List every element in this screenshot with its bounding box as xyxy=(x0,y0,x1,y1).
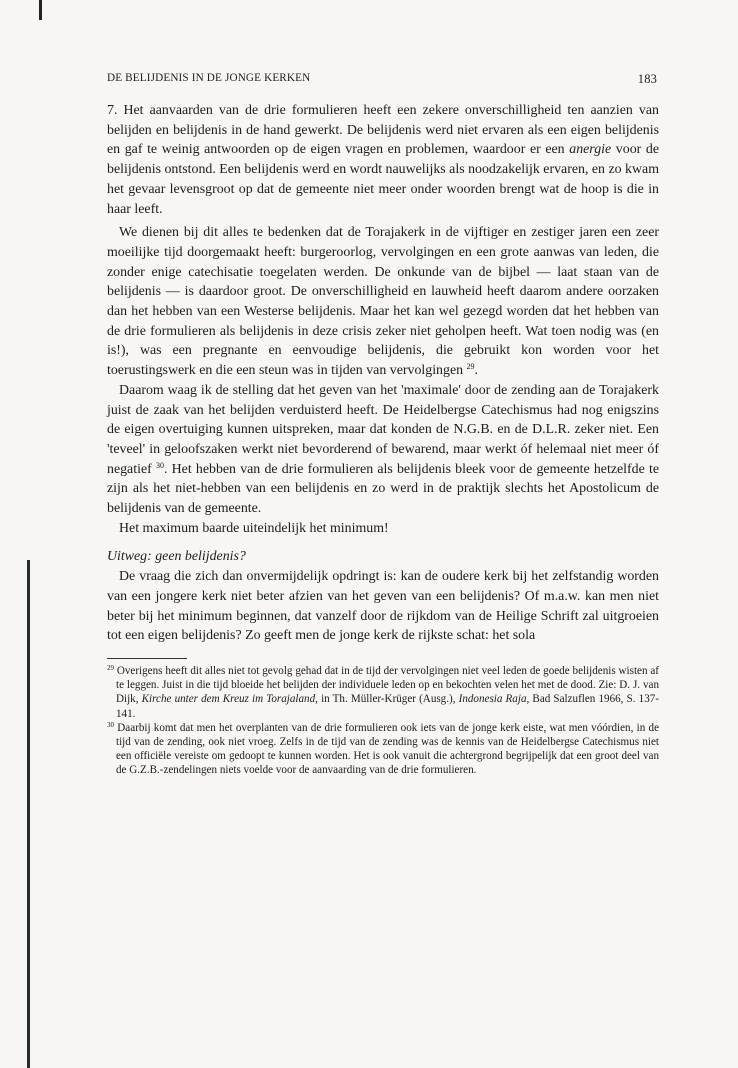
footnote-30 xyxy=(107,721,659,778)
paragraph-text: Daarom waag ik de stelling dat het geven van het 'maximale' door de zending aan de Torajakerk juist de zaak van het belijden verduisterd heeft. De Heidelbergse Catechismus had nog enigszins de eigen overtuiging kunnen uitspreken, maar dat konden de N.G.B. en de D.L.R. zeker niet. Een 'teveel' in geloofszaken werkt niet bevorderend of bewarend, maar werkt óf helemaal niet meer óf negatief xyxy=(107,382,659,477)
footnote-ref-29[interactable]: 29 xyxy=(466,362,475,372)
section-heading: Uitweg: geen belijdenis? xyxy=(107,549,246,565)
footnote-text: Overigens heeft dit alles niet tot gevolg gehad dat in de tijd der vervolgingen niet veel leden de goede belijdenis wisten af te leggen. Juist in die tijd bloeide het belijden der individuele leden op en bekochten velen het met de dood. Zie: D. J. van Dijk, xyxy=(116,664,659,706)
emphasis-term: anergie xyxy=(569,142,612,158)
footnotes xyxy=(107,664,659,778)
binding-edge xyxy=(27,560,30,1068)
paragraph-question: De vraag die zich dan onvermijdelijk opdringt is: kan de oudere kerk bij het zelfstandig worden van een jongere kerk niet beter afzien van het geven van een belijdenis? Of m.a.w. kan men niet beter bij het minimum beginnen, dat vanzelf door de rijkdom van de Heilige Schrift zal uitgroeien tot een eigen belijdenis? Zo geeft men de jonge kerk de rijkste schat: het sola xyxy=(107,569,659,644)
book-page xyxy=(107,72,659,778)
footnote-number: 29 xyxy=(107,663,114,672)
footnote-text: in Th. Müller-Krüger (Ausg.), xyxy=(321,693,456,706)
paragraph-text: voor de belijdenis ontstond. Een belijdenis werd en wordt nauwelijks als noodzakelijk ervaren, en zo kwam het gevaar levensgroot op dat de gemeente niet meer onder woorden brengt wat de hoop is die in haar leeft. xyxy=(107,142,660,217)
paragraph-point-7 xyxy=(107,101,659,219)
body-text xyxy=(107,101,659,646)
binding-edge-top xyxy=(39,0,42,20)
running-title: DE BELIJDENIS IN DE JONGE KERKEN xyxy=(107,72,311,84)
paragraph-context: We dienen bij dit alles te bedenken dat de Torajakerk in de vijftiger en zestiger jaren een zeer moeilijke tijd doorgemaakt heeft: burgeroorlog, vervolgingen en een grote aanwas van leden, die zonder enige catechisatie toegelaten werden. De onkunde van de bijbel — laat staan van de belijdenis — is daardoor groot. De onverschilligheid en lauwheid heeft daarom andere oorzaken dan het hebben van een Westerse belijdenis. Maar het kan wel gezegd worden dat het hebben van de drie formulieren als belijdenis in deze crisis zeker niet geholpen heeft. Wat toen nodig was (en is!), was een pregnante en eenvoudige belijdenis, die gebruikt kon worden voor het toerustingswerk en die een steun was in tijden van vervolgingen $^{29}$. xyxy=(107,225,659,379)
book-title: Kirche unter dem Kreuz im Torajaland, xyxy=(141,693,318,706)
footnote-number: 30 xyxy=(107,720,114,729)
running-header xyxy=(107,72,659,92)
page-number: 183 xyxy=(637,72,657,86)
paragraph-text: We dienen bij dit alles te bedenken dat de Torajakerk in de vijftiger en zestiger jaren een zeer moeilijke tijd doorgemaakt heeft: burgeroorlog, vervolgingen en een grote aanwas van leden, die zonder enige catechisatie toegelaten werden. De onkunde van de bijbel — laat staan van de belijdenis — is daardoor groot. De onverschilligheid en lauwheid heeft daarom andere oorzaken dan het hebben van een Westerse belijdenis. Maar het kan wel gezegd worden dat het hebben van de drie formulieren als belijdenis in deze crisis zeker niet geholpen heeft. Wat toen nodig was (en is!), was een pregnante en eenvoudige belijdenis, die gebruikt kon worden voor het toerustingswerk en die een steun was in tijden van vervolgingen xyxy=(107,225,659,379)
footnote-text: Daarbij komt dat men het overplanten van de drie formulieren ook iets van de jonge kerk eiste, wat men vóórdien, in de tijd van de zending, ook niet vroeg. Zelfs in de tijd van de zending was de kennis van de Heidelbergse Catechismus niet een officiële vereiste om gedoopt te kunnen worden. Het is ook vanuit die achtergrond begrijpelijk dat een groot deel van de G.Z.B.-zendelingen niets voelde voor de aanvaarding van de drie formulieren. xyxy=(116,721,659,777)
paragraph-conclusion: Het maximum baarde uiteindelijk het minimum! xyxy=(119,520,389,536)
footnote-text: Bad Salzuflen 1966, S. 137-141. xyxy=(116,693,659,720)
paragraph-text: 7. Het aanvaarden van de drie formulieren heeft een zekere onverschilligheid ten aanzien van belijden en belijdenis in de hand gewerkt. De belijdenis werd niet ervaren als een eigen belijdenis en gaf te weinig antwoorden op de eigen vragen en problemen, waardoor er een xyxy=(107,103,659,158)
footnote-divider xyxy=(107,658,187,659)
paragraph-text: Het hebben van de drie formulieren als belijdenis bleek voor de gemeente hetzelfde te zijn als het niet-hebben van een belijdenis en zo werd in de praktijk slechts het Apostolicum de belijdenis van de gemeente. xyxy=(107,461,659,517)
book-title: Indonesia Raja, xyxy=(458,693,530,706)
footnote-29 xyxy=(107,664,659,721)
footnote-ref-30[interactable]: 30 xyxy=(155,460,164,470)
paragraph-thesis: Daarom waag ik de stelling dat het geven van het 'maximale' door de zending aan de Torajakerk juist de zaak van het belijden verduisterd heeft. De Heidelbergse Catechismus had nog enigszins de eigen overtuiging kunnen uitspreken, maar dat konden de N.G.B. en de D.L.R. zeker niet. Een 'teveel' in geloofszaken werkt niet bevorderend of bewarend, maar werkt óf helemaal niet meer óf negatief $^{30}$. Het hebben van de drie formulieren als belijdenis bleek voor de gemeente hetzelfde te zijn als het niet-hebben van een belijdenis en zo werd in de praktijk slechts het Apostolicum de belijdenis van de gemeente. xyxy=(107,382,659,517)
